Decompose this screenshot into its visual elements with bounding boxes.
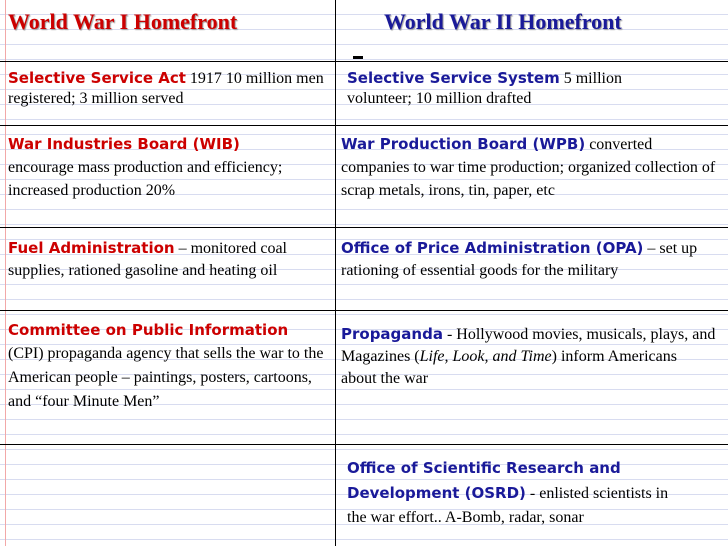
fuel-administration-label: Fuel Administration: [8, 239, 175, 257]
wib-label: War Industries Board (WIB): [8, 135, 240, 153]
row-divider: [0, 227, 728, 228]
row2-right-cell: [341, 133, 721, 202]
selective-service-system-label: Selective Service System: [347, 69, 560, 87]
row-divider: [0, 310, 728, 311]
row5-right-cell: [347, 456, 687, 530]
row4-right-text-b: ) inform Americans about the war: [341, 348, 677, 387]
opa-label: Office of Price Administration (OPA): [341, 239, 644, 257]
magazine-titles: Life, Look, and Time: [419, 348, 552, 365]
header-dash: [353, 56, 363, 59]
header-ww2: World War II Homefront: [384, 9, 622, 34]
cpi-label: Committee on Public Information: [8, 321, 289, 339]
row3-left-cell: [8, 237, 334, 282]
propaganda-label: Propaganda: [341, 325, 443, 343]
row3-left-text: – monitored coal supplies, rationed gasoline and heating oil: [8, 240, 287, 279]
row-divider: [0, 61, 728, 62]
row5-right-text: - enlisted scientists in the war effort.. A-Bomb, radar, sonar: [347, 485, 669, 526]
column-divider: [335, 0, 336, 546]
notebook-margin-line: [5, 0, 6, 546]
row3-right-text: – set up rationing of essential goods for the military: [341, 240, 698, 279]
row1-left-text: 1917 10 million men registered; 3 million served: [8, 70, 324, 107]
row2-left-cell: [8, 133, 330, 202]
row-divider: [0, 444, 728, 445]
row1-left-cell: [8, 68, 328, 109]
osrd-label: Office of Scientific Research and Development (OSRD): [347, 459, 621, 502]
row2-left-text: encourage mass production and efficiency; increased production 20%: [8, 159, 283, 199]
selective-service-act-label: Selective Service Act: [8, 69, 186, 87]
row2-right-text: converted companies to war time production; organized collection of scrap metals, irons, tin, paper, etc: [341, 136, 716, 199]
row-divider: [0, 125, 728, 126]
row4-right-text-a: - Hollywood movies, musicals, plays, and Magazines (: [341, 326, 716, 365]
row4-left-text: (CPI) propaganda agency that sells the war to the American people – paintings, posters, cartoons, and “four Minute Men”: [8, 345, 324, 410]
row4-right-cell: [341, 323, 716, 390]
wpb-label: War Production Board (WPB): [341, 135, 586, 153]
row4-left-cell: [8, 318, 330, 414]
row1-right-text: 5 million volunteer; 10 million drafted: [347, 70, 622, 107]
header-ww1: World War I Homefront: [8, 9, 238, 34]
row3-right-cell: [341, 237, 723, 282]
row1-right-cell: [347, 68, 677, 109]
